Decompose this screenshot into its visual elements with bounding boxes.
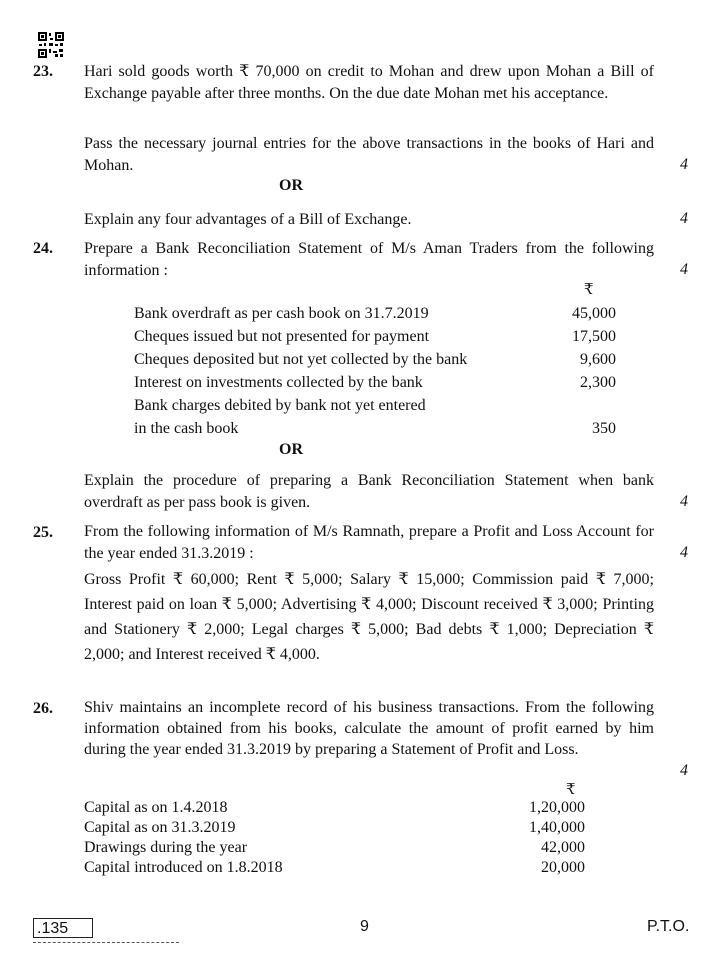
question-26-marks: 4 bbox=[680, 762, 688, 779]
question-25-marks: 4 bbox=[680, 544, 688, 561]
q24-item-label: Interest on investments collected by the bank bbox=[134, 374, 423, 391]
q24-item-label: Cheques issued but not presented for payment bbox=[134, 328, 430, 345]
rupee-symbol-header: ₹ bbox=[566, 782, 576, 798]
question-24-or: OR bbox=[279, 441, 303, 458]
q26-item-label: Capital introduced on 1.8.2018 bbox=[84, 859, 283, 876]
question-23-task: Pass the necessary journal entries for the above transactions in the books of Hari and Mohan. bbox=[84, 135, 654, 174]
q24-item-value: 9,600 bbox=[580, 351, 616, 368]
question-number-23: 23. bbox=[33, 63, 53, 80]
question-26-text: Shiv maintains an incomplete record of his business transactions. From the following information obtained from his books, calculate the amount of profit earned by him during the year ended 31.3.2019 by preparing a Statement of Profit and Loss. bbox=[84, 699, 654, 758]
question-23-alt-marks: 4 bbox=[680, 210, 688, 227]
q24-item-label: in the cash book bbox=[134, 420, 239, 437]
question-number-26: 26. bbox=[33, 700, 53, 717]
q26-item-value: 1,40,000 bbox=[529, 819, 585, 836]
q26-item-value: 20,000 bbox=[541, 859, 585, 876]
question-23-text: Hari sold goods worth ₹ 70,000 on credit to Mohan and drew upon Mohan a Bill of Exchange payable after three months. On the due date Mohan met his acceptance. bbox=[84, 63, 654, 102]
q24-item-value: 2,300 bbox=[580, 374, 616, 391]
q24-item-label: Bank overdraft as per cash book on 31.7.2019 bbox=[134, 305, 429, 322]
q24-item-value: 17,500 bbox=[572, 328, 616, 345]
q26-item-value: 42,000 bbox=[541, 839, 585, 856]
question-24-alt-marks: 4 bbox=[680, 493, 688, 510]
question-23-marks: 4 bbox=[680, 156, 688, 173]
q26-item-label: Drawings during the year bbox=[84, 839, 248, 856]
q24-item-label: Bank charges debited by bank not yet entered bbox=[134, 397, 426, 414]
q26-item-label: Capital as on 1.4.2018 bbox=[84, 799, 228, 816]
q24-item-value: 350 bbox=[592, 420, 616, 437]
q24-item-label: Cheques deposited but not yet collected by the bank bbox=[134, 351, 468, 368]
qr-code-icon bbox=[38, 32, 64, 58]
question-number-25: 25. bbox=[33, 524, 53, 541]
question-23-alternative: Explain any four advantages of a Bill of Exchange. bbox=[84, 211, 412, 228]
question-25-text: From the following information of M/s Ramnath, prepare a Profit and Loss Account for the year ended 31.3.2019 : bbox=[84, 523, 654, 562]
footer-dotted-line bbox=[33, 942, 179, 943]
question-24-marks: 4 bbox=[680, 261, 688, 278]
q26-item-value: 1,20,000 bbox=[529, 799, 585, 816]
paper-code: .135 bbox=[33, 918, 93, 938]
pto-label: P.T.O. bbox=[647, 918, 690, 935]
page-number: 9 bbox=[360, 918, 369, 935]
q24-item-value: 45,000 bbox=[572, 305, 616, 322]
question-25-details: Gross Profit ₹ 60,000; Rent ₹ 5,000; Salary ₹ 15,000; Commission paid ₹ 7,000; Interest paid on loan ₹ 5,000; Advertising ₹ 4,000; Discount received ₹ 3,000; Printing and Stationery ₹ 2,000; Legal charges ₹ 5,000; Bad debts ₹ 1,000; Depreciation ₹ 2,000; and Interest received ₹ 4,000. bbox=[84, 571, 654, 663]
question-24-alternative: Explain the procedure of preparing a Bank Reconciliation Statement when bank overdraft as per pass book is given. bbox=[84, 472, 654, 511]
q26-item-label: Capital as on 31.3.2019 bbox=[84, 819, 236, 836]
rupee-symbol-header: ₹ bbox=[584, 282, 594, 298]
question-number-24: 24. bbox=[33, 240, 53, 257]
question-24-text: Prepare a Bank Reconciliation Statement of M/s Aman Traders from the following information : bbox=[84, 240, 654, 279]
question-23-or: OR bbox=[279, 177, 303, 194]
